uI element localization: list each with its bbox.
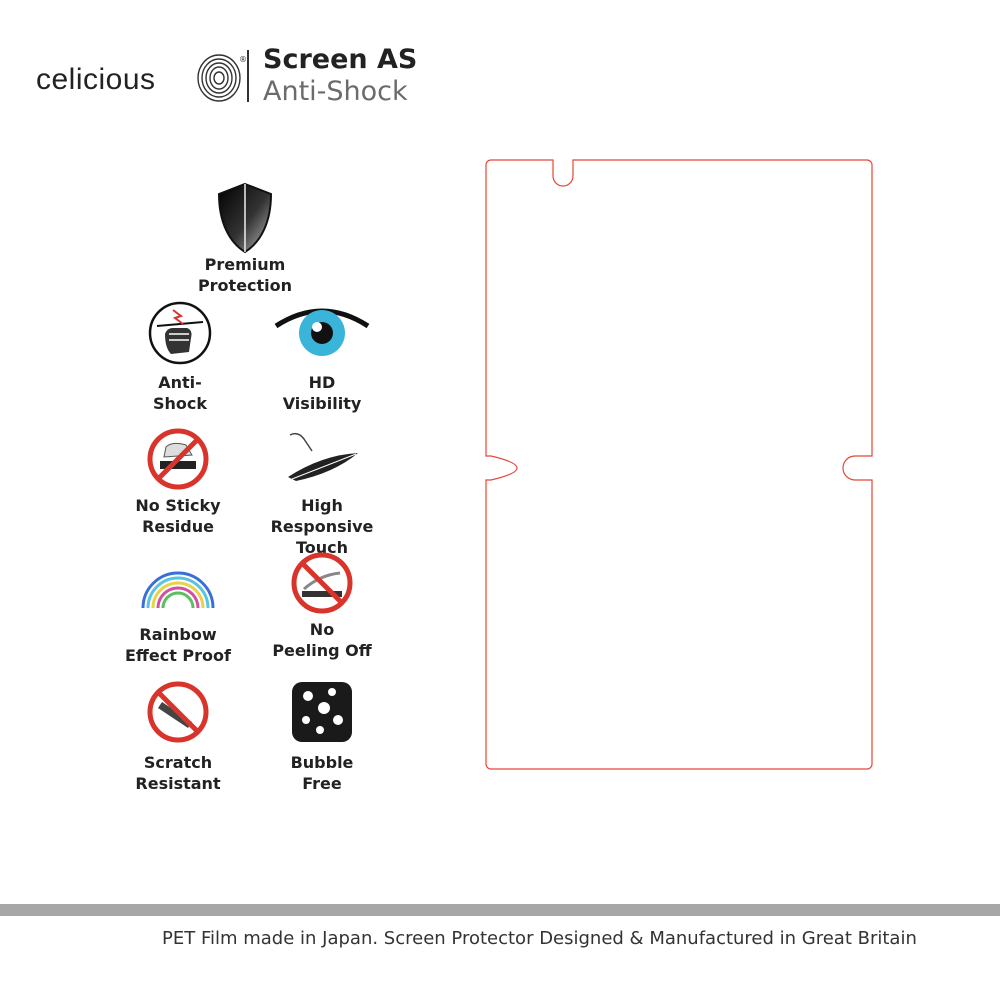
no-sticky-icon — [146, 427, 210, 491]
eye-icon — [272, 300, 372, 366]
feature-label: Anti- Shock — [152, 373, 208, 413]
brand-wordmark: celicious — [36, 63, 156, 96]
feature-anti-shock — [130, 300, 230, 414]
feature-bubble-free — [262, 680, 382, 794]
feature-label: Rainbow Effect Proof — [124, 625, 231, 665]
no-peeling-icon — [290, 551, 354, 615]
no-scratch-icon — [146, 680, 210, 744]
feature-label: Premium Protection — [197, 255, 293, 295]
feature-label: No Sticky Residue — [135, 496, 221, 536]
screen-protector-outline — [485, 158, 877, 774]
feature-scratch-resistant — [123, 680, 233, 794]
bubble-icon — [290, 680, 354, 744]
feature-label: HD Visibility — [282, 373, 362, 413]
feature-label: Bubble Free — [290, 753, 354, 793]
feather-touch-icon — [282, 427, 362, 491]
shield-icon — [215, 182, 275, 254]
feature-high-responsive-touch — [247, 427, 397, 558]
fist-icon — [147, 300, 213, 366]
product-title: Screen AS — [263, 44, 418, 75]
feature-premium-protection — [185, 182, 305, 296]
feature-hd-visibility — [262, 300, 382, 414]
feature-label: High Responsive Touch — [270, 496, 374, 557]
product-subtitle: Anti-Shock — [263, 76, 408, 107]
feature-label: Scratch Resistant — [135, 753, 221, 793]
rainbow-icon — [133, 560, 223, 612]
registered-mark: ® — [239, 55, 247, 64]
footer-text: PET Film made in Japan. Screen Protector Designed & Manufactured in Great Britain — [162, 928, 917, 949]
feature-rainbow-effect-proof — [118, 560, 238, 666]
celicious-logo — [36, 50, 256, 106]
feature-no-peeling-off — [262, 551, 382, 661]
logo-divider — [247, 50, 249, 102]
feature-label: No Peeling Off — [272, 620, 372, 660]
fingerprint-icon — [198, 55, 240, 101]
footer-bar — [0, 904, 1000, 916]
feature-no-sticky-residue — [123, 427, 233, 537]
